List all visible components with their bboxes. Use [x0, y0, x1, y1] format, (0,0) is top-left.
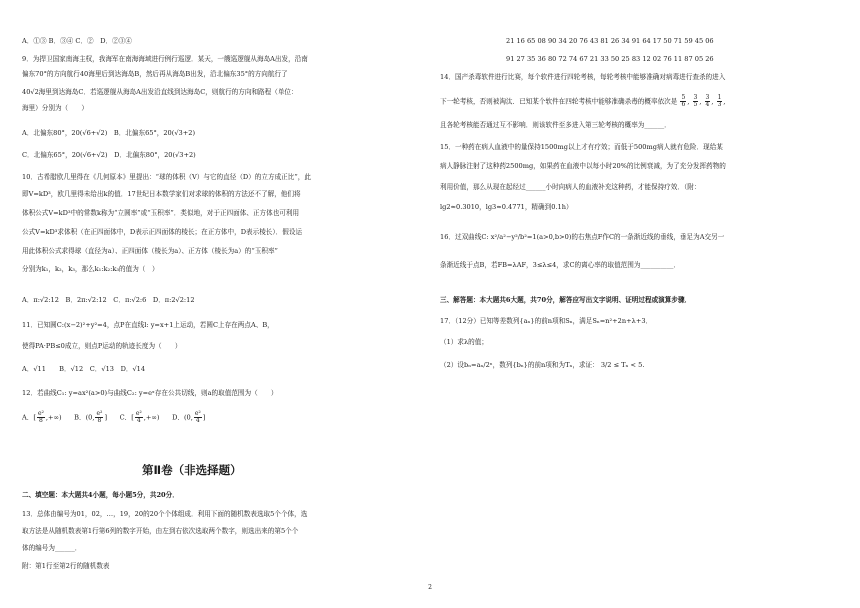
q14-prob-2 [693, 95, 699, 108]
q13-line-3: 体的编号为______． [22, 544, 82, 552]
q14-line-2: 下一轮考核，否则被淘汰．已知某个软件在四轮考核中能够准确杀毒的概率依次是 $\frac{5}{6}$ , $\frac{3}{5}$ , $\frac{3}{4}$ , $\frac{1}{3}$ , [440, 94, 726, 108]
q10-line-1: 10．古希腊欧几里得在《几何原本》里提出：“球的体积（V）与它的直径（D）的立方成正比”，此 [22, 173, 311, 181]
random-table-row-1: 21 16 65 08 90 34 20 76 43 81 26 34 91 64 17 50 71 59 45 06 [506, 37, 714, 45]
fraction-numerator: e² [37, 410, 44, 417]
q12-option-c-suffix: ,+∞) [143, 413, 160, 422]
section-fill-in-header: 二、填空题：本大题共4小题，每小题5分，共20分． [22, 491, 179, 499]
q14-prob-1 [680, 95, 686, 108]
q12-option-b-fraction [95, 411, 103, 424]
q12-option-d-suffix: ] [202, 413, 206, 422]
q14-prob-4 [717, 95, 723, 108]
q12-option-b-suffix: ] [104, 413, 108, 422]
q17-part-2 [440, 361, 644, 370]
fraction-denominator: 5 [693, 101, 698, 108]
q10-line-6: 分别为k₁，k₂，k₃，那么k₁:k₂:k₃的值为（ ） [22, 265, 159, 273]
fraction-denominator: 8 [39, 417, 43, 424]
fraction-denominator: 4 [195, 417, 200, 424]
fraction-numerator: 1 [717, 94, 722, 101]
fraction-denominator: 3 [717, 101, 722, 108]
q11-line-1: 11．已知圆C:(x−2)²+y²=4，点P在直线l: y=x+1上运动，若圆C上存在两点A、B， [22, 321, 274, 329]
fraction-denominator: 4 [136, 417, 141, 424]
q14-line-1: 14．国产杀毒软件进行比赛，每个软件进行四轮考核，每轮考核中能够准确对病毒进行查杀的进入 [440, 73, 726, 81]
q12-option-d-fraction [194, 411, 202, 424]
q16-line-1: 16．过双曲线C: x²/a²−y²/b²=1(a>0,b>0)的右焦点F作C的一条渐近线的垂线，垂足为A交另一 [440, 233, 725, 241]
fraction-denominator: 4 [705, 101, 710, 108]
fraction-numerator: e² [194, 410, 201, 417]
q14-line-2-text: 下一轮考核，否则被淘汰．已知某个软件在四轮考核中能够准确杀毒的概率依次是 [440, 97, 678, 106]
q12-options [22, 411, 205, 424]
q9-line-1: 9．为捍卫国家南海主权，我海军在南海海域进行例行巡逻．某天，一艘巡逻舰从海岛A出发，沿南 [22, 55, 308, 63]
q12-option-a-prefix: A．[ [22, 413, 36, 422]
q14-line-3: 且各轮考核能否通过互不影响．则该软件至多进入第三轮考核的概率为______． [440, 121, 671, 129]
q12-option-a-fraction [37, 411, 45, 424]
q10-options: A．π:√2:12 B．2π:√2:12 C．π:√2:6 D．π:2√2:12 [22, 296, 195, 304]
random-table-row-2: 91 27 35 36 80 72 74 67 21 33 50 25 83 12 02 76 11 87 05 26 [506, 55, 714, 63]
q9-line-2: 偏东70°的方向航行40海里后到达海岛B，然后再从海岛B出发，沿北偏东35°的方向航行了 [22, 70, 288, 78]
q10-line-3: 体积公式V=kD³中的常数k称为“立圆率”或“玉积率”．类似地，对于正四面体、正方体也可利用 [22, 209, 300, 217]
q17-part-1: （1）求λ的值； [440, 338, 488, 346]
q10-line-2: 即V=kD³，欧几里得未给出k的值．17世纪日本数学家们对求球的体积的方法还不了解，他们将 [22, 190, 301, 198]
fraction-numerator: e² [135, 410, 142, 417]
q12-line-1: 12．若曲线C₁: y=ax²(a>0)与曲线C₂: y=eˣ存在公共切线，则a的取值范围为（ ） [22, 389, 278, 397]
q9-options-ab: A．北偏东80°，20(√6+√2) B．北偏东65°，20(√3+2) [22, 129, 196, 137]
q17-part-2-text: （2）设bₙ=aₙ/2ⁿ，数列{bₙ}的前n项和为Tₙ，求证： [440, 361, 599, 369]
q16-line-2: 条渐近线于点B，若FB=λAF，3≤λ≤4，求C的离心率的取值范围为__________． [440, 261, 681, 269]
fraction-denominator: 8 [97, 417, 102, 424]
fraction-denominator: 6 [681, 101, 686, 108]
q13-line-2: 取方法是从随机数表第1行第6列的数字开始，由左到右依次选取两个数字，则选出来的第5个个 [22, 527, 299, 535]
q15-line-3: 利用价值，那么从现在起经过______小时向病人的血液补充这种药，才能保持疗效．（附： [440, 183, 701, 191]
q9-options-cd: C．北偏东65°，20(√6+√2) D．北偏东80°，20(√3+2) [22, 151, 196, 159]
q10-line-5: 用此体积公式求得球（直径为a）、正四面体（棱长为a）、正方体（棱长为a）的“玉积率” [22, 247, 278, 255]
q13-line-1: 13．总体由编号为01，02，…，19，20的20个个体组成．利用下面的随机数表选取5个个体，选 [22, 510, 308, 518]
fraction-numerator: 3 [693, 94, 698, 101]
fraction-numerator: e² [96, 410, 103, 417]
q15-line-1: 15．一种药在病人血液中的量保持1500mg以上才有疗效；而低于500mg病人就有危险．现给某 [440, 143, 723, 151]
q15-line-2: 病人静脉注射了这种药2500mg，如果药在血液中以每小时20%的比例衰减，为了充分发挥药物的 [440, 162, 726, 170]
q13-note: 附：第1行至第2行的随机数表 [22, 562, 110, 570]
q11-options: A．√11 B．√12 C．√13 D．√14 [22, 365, 146, 373]
fraction-numerator: 3 [705, 94, 710, 101]
q11-line-2: 使得PA·PB≤0成立，则点P运动的轨迹长度为（ ） [22, 342, 182, 350]
q12-option-c-prefix: C．[ [119, 413, 134, 422]
q12-option-a-suffix: ,+∞) [45, 413, 62, 422]
q9-line-4: 海里）分别为（ ） [22, 104, 88, 112]
q14-prob-3 [705, 95, 711, 108]
q9-line-3: 40√2海里到达海岛C．若巡逻舰从海岛A出发沿直线到达海岛C，则航行的方向和路程（单位： [22, 88, 298, 96]
q17-stem: 17．（12分）已知等差数列{aₙ}的前n项和Sₙ，满足Sₙ=n²+2n+λ+3． [440, 317, 653, 325]
q12-option-d-prefix: D．(0, [172, 413, 193, 422]
q12-option-b-prefix: B．(0, [74, 413, 95, 422]
q10-line-4: 公式V=kD³求体积（在正四面体中，D表示正四面体的棱长；在正方体中，D表示棱长）．假设运 [22, 228, 303, 236]
page-number: 2 [428, 584, 432, 591]
q12-option-c-fraction [135, 411, 143, 424]
q8-options: A．①③ B．③④ C．② D．②③④ [22, 37, 132, 45]
q15-line-4: lg2≈0.3010，lg3≈0.4771，精确到0.1h） [440, 203, 573, 211]
section-solution-header: 三、解答题：本大题共6大题，共70分，解答应写出文字说明、证明过程或演算步骤． [440, 296, 692, 304]
q17-inequality: 3/2 ≤ Tₙ < 5. [600, 361, 645, 369]
part-two-title: 第Ⅱ卷（非选择题） [142, 463, 242, 477]
fraction-numerator: 5 [681, 94, 686, 101]
